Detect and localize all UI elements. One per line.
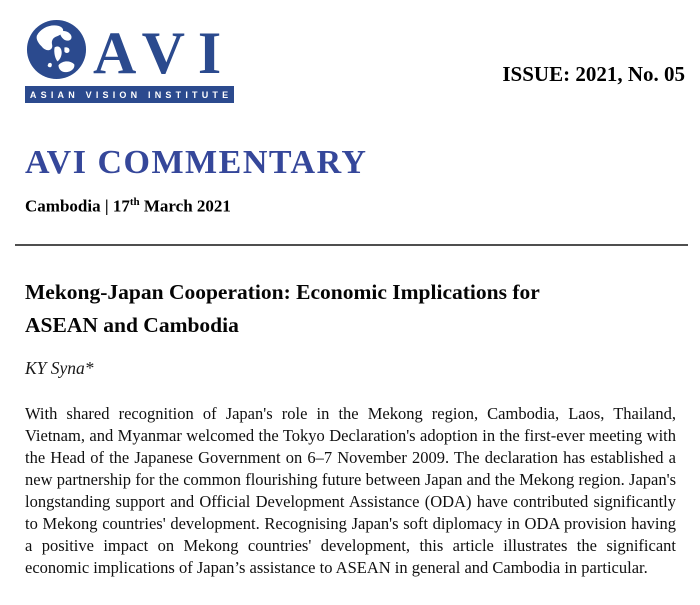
avi-logo-acronym: AVI <box>93 19 235 86</box>
masthead <box>0 0 700 103</box>
publication-title: AVI COMMENTARY <box>25 144 368 181</box>
article-title-line1: Mekong-Japan Cooperation: Economic Implications for <box>25 280 540 305</box>
article-title-line2: ASEAN and Cambodia <box>25 313 239 338</box>
article-title <box>25 276 675 342</box>
article-author: KY Syna* <box>25 358 94 379</box>
divider-rule <box>15 244 688 246</box>
dateline-prefix: Cambodia | 17 <box>25 196 130 216</box>
avi-logo-tagline: ASIAN VISION INSTITUTE <box>25 86 234 103</box>
dateline-suffix: March 2021 <box>139 196 231 216</box>
avi-logo-top <box>25 18 235 86</box>
dateline-ordinal: th <box>129 195 140 208</box>
avi-logo <box>25 18 234 103</box>
article-body-paragraph: With shared recognition of Japan's role in the Mekong region, Cambodia, Laos, Thailand, Vietnam, and Myanmar welcomed the Tokyo Declaration's adoption in the first-ever meeting with the Head of the Japanese Government on 6–7 November 2009. The declaration has established a new partnership for the common flourishing future between Japan and the Mekong region. Japan's longstanding support and Official Development Assistance (ODA) have contributed significantly to Mekong countries' development. Recognising Japan's soft diplomacy in ODA provision having a positive impact on Mekong countries' development, this article illustrates the significant economic implications of Japan’s assistance to ASEAN in general and Cambodia in particular. <box>25 404 676 578</box>
dateline <box>25 196 700 217</box>
globe-asia-icon <box>25 18 88 81</box>
issue-label: ISSUE: 2021, No. 05 <box>502 62 685 86</box>
